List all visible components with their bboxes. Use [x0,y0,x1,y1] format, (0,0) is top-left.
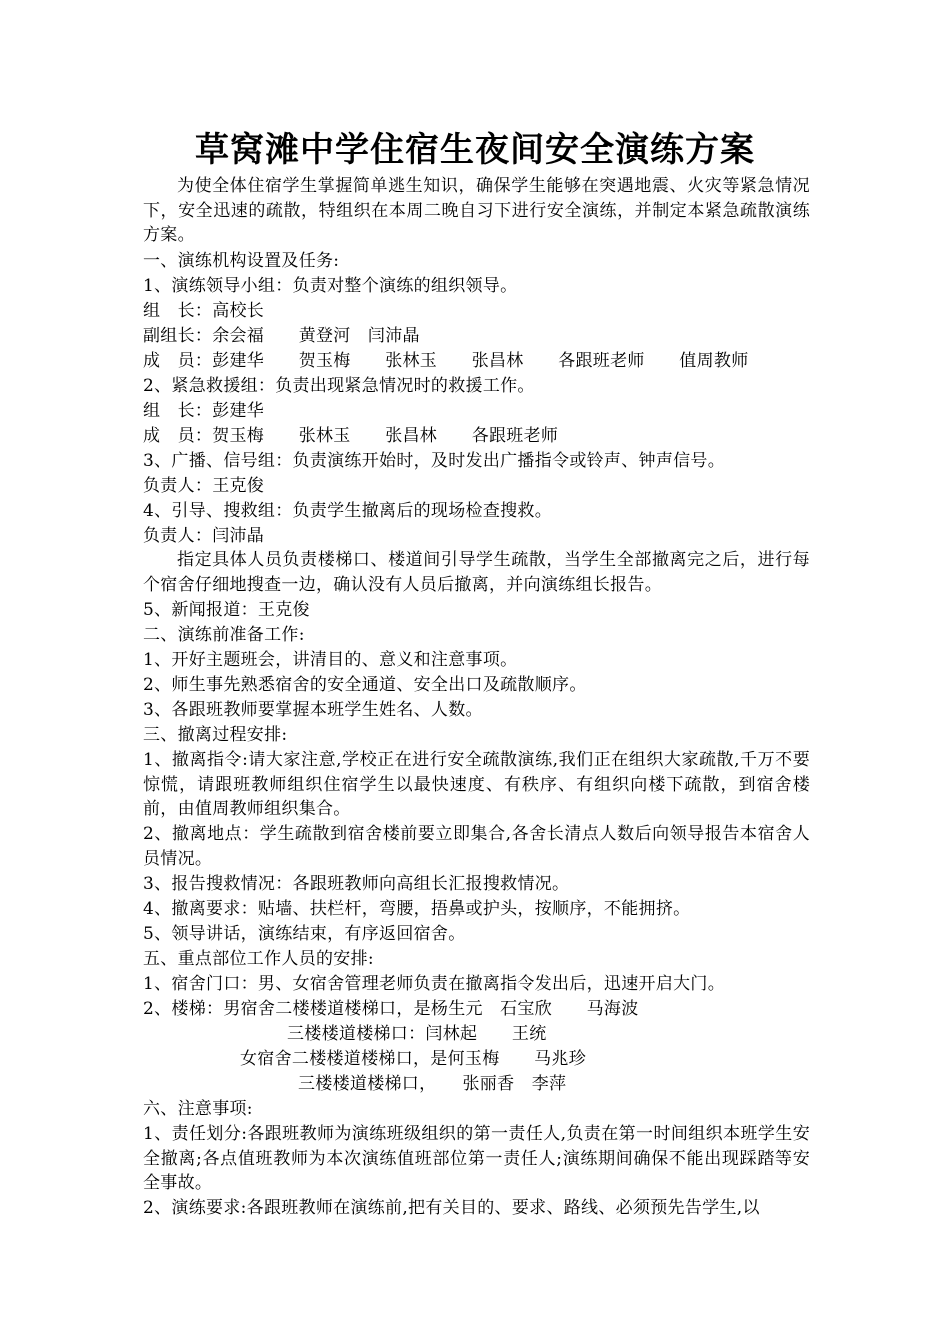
list-item: 1、演练领导小组：负责对整个演练的组织领导。 [143,276,518,296]
list-item: 3、报告搜救情况：各跟班教师向高组长汇报搜救情况。 [143,874,570,894]
list-item: 4、引导、搜救组：负责学生撤离后的现场检查搜救。 [143,501,553,521]
section-heading: 一、演练机构设置及任务: [143,251,340,271]
search-paragraph: 指定具体人员负责楼梯口、楼道间引导学生疏散，当学生全部撤离完之后，进行每个宿舍仔细地搜查一边，确认没有人员后撤离，并向演练组长报告。 [143,550,810,595]
list-item: 女宿舍二楼楼道楼梯口，是何玉梅 马兆珍 [240,1049,586,1069]
list-item: 组 长：高校长 [143,301,265,321]
drill-requirements-paragraph: 2、演练要求:各跟班教师在演练前,把有关目的、要求、路线、必须预先告学生,以 [143,1198,760,1218]
list-item: 三楼楼道楼梯口：闫林起 王统 [287,1024,547,1044]
list-item: 2、楼梯：男宿舍二楼楼道楼梯口，是杨生元 石宝欣 马海波 [143,999,639,1019]
list-item: 2、师生事先熟悉宿舍的安全通道、安全出口及疏散顺序。 [143,675,587,695]
evacuation-command-paragraph: 1、撤离指令:请大家注意,学校正在进行安全疏散演练,我们正在组织大家疏散,千万不要惊慌，请跟班教师组织住宿学生以最快速度、有秩序、有组织向楼下疏散，到宿舍楼前，由值周教师组织集合。 [143,750,810,819]
list-item: 1、开好主题班会，讲清目的、意义和注意事项。 [143,650,518,670]
section-heading: 五、重点部位工作人员的安排: [143,949,374,969]
responsibility-paragraph: 1、责任划分:各跟班教师为演练班级组织的第一责任人,负责在第一时间组织本班学生安全撤离;各点值班教师为本次演练值班部位第一责任人;演练期间确保不能出现踩踏等安全事故。 [143,1124,810,1193]
list-item: 副组长：余会福 黄登河 闫沛晶 [143,326,420,346]
section-heading: 三、撤离过程安排: [143,725,288,745]
list-item: 3、广播、信号组：负责演练开始时，及时发出广播指令或铃声、钟声信号。 [143,451,726,471]
list-item: 5、新闻报道：王克俊 [143,600,310,620]
list-item: 三楼楼道楼梯口， 张丽香 李萍 [298,1074,567,1094]
document-title: 草窝滩中学住宿生夜间安全演练方案 [195,130,755,170]
intro-paragraph: 为使全体住宿学生掌握简单逃生知识，确保学生能够在突遇地震、火灾等紧急情况下，安全迅速的疏散，特组织在本周二晚自习下进行安全演练，并制定本紧急疏散演练方案。 [143,176,810,245]
list-item: 5、领导讲话，演练结束，有序返回宿舍。 [143,924,466,944]
section-heading: 六、注意事项: [143,1099,253,1119]
list-item: 1、宿舍门口：男、女宿舍管理老师负责在撤离指令发出后，迅速开启大门。 [143,974,726,994]
list-item: 成 员：贺玉梅 张林玉 张昌林 各跟班老师 [143,426,559,446]
list-item: 4、撤离要求：贴墙、扶栏杆，弯腰，捂鼻或护头，按顺序，不能拥挤。 [143,899,691,919]
list-item: 成 员：彭建华 贺玉梅 张林玉 张昌林 各跟班老师 值周教师 [143,351,749,371]
evacuation-location-paragraph: 2、撤离地点：学生疏散到宿舍楼前要立即集合,各舍长清点人数后向领导报告本宿舍人员情况。 [143,824,810,869]
list-item: 负责人：王克俊 [143,476,265,496]
list-item: 组 长：彭建华 [143,401,265,421]
list-item: 3、各跟班教师要掌握本班学生姓名、人数。 [143,700,483,720]
section-heading: 二、演练前准备工作: [143,625,305,645]
list-item: 2、紧急救援组：负责出现紧急情况时的救援工作。 [143,376,535,396]
list-item: 负责人：闫沛晶 [143,526,265,546]
